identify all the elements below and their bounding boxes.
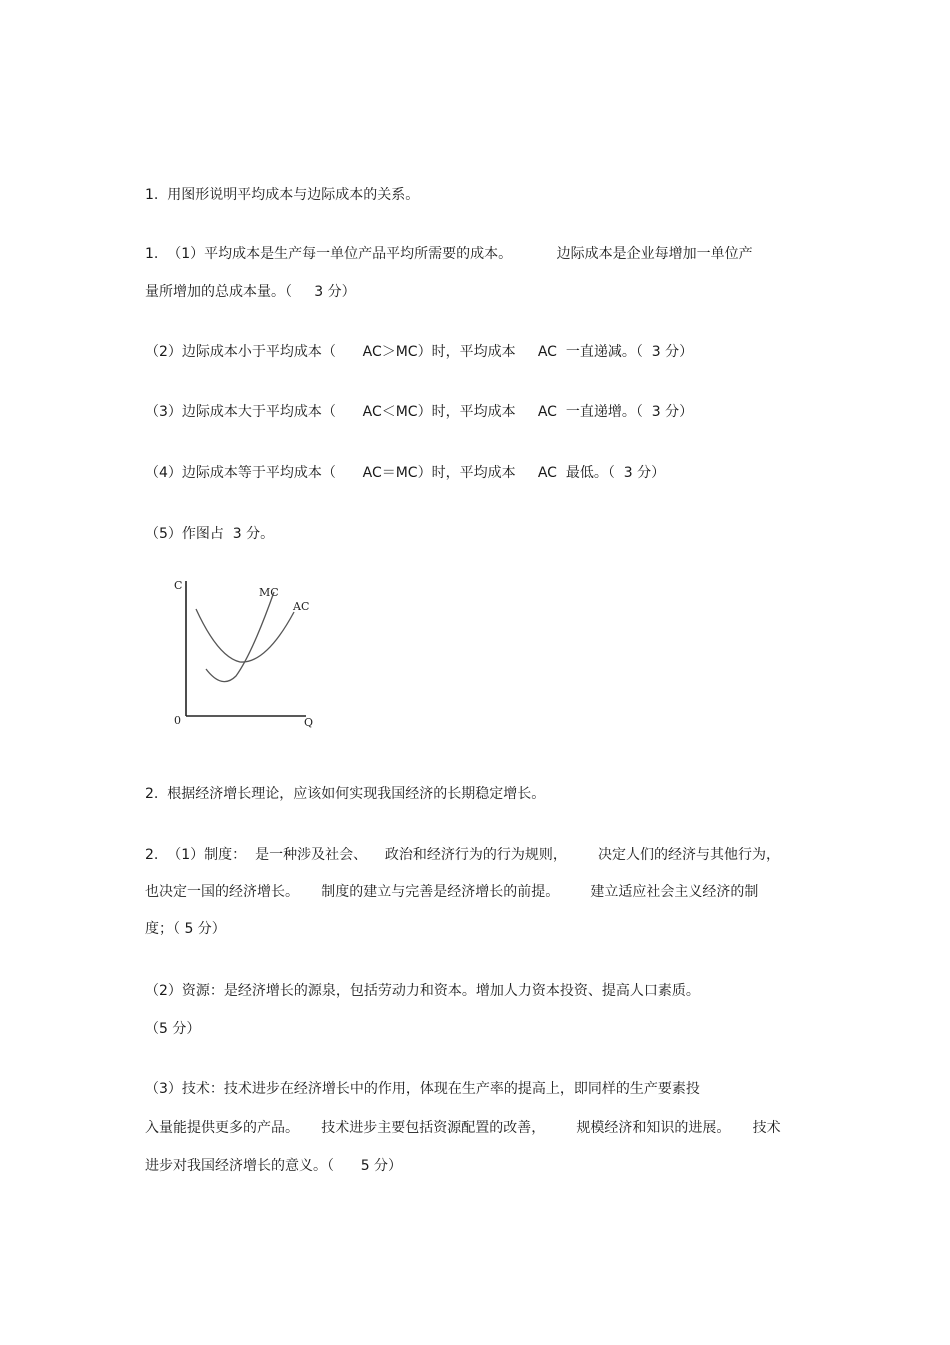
x-axis-label: Q — [304, 716, 314, 729]
answer-2-part-3-line-2: 入量能提供更多的产品。 技术进步主要包括资源配置的改善， 规模经济和知识的进展。 技术 — [145, 1120, 781, 1136]
mc-curve — [206, 592, 274, 682]
answer-1-part-5: （5）作图占 3 分。 — [145, 526, 275, 542]
answer-1-part-4: （4）边际成本等于平均成本（ AC＝MC）时，平均成本 AC 最低。（ 3 分） — [145, 465, 666, 481]
answer-2-part-1-line-2: 也决定一国的经济增长。 制度的建立与完善是经济增长的前提。 建立适应社会主义经济的制 — [145, 884, 759, 900]
answer-2-part-3-line-3: 进步对我国经济增长的意义。（ 5 分） — [145, 1158, 403, 1174]
answer-2-part-2-line-1: （2）资源：是经济增长的源泉，包括劳动力和资本。增加人力资本投资、提高人口素质。 — [145, 983, 700, 999]
question-2: 2. 根据经济增长理论，应该如何实现我国经济的长期稳定增长。 — [145, 786, 546, 802]
cost-curve-figure — [160, 572, 330, 737]
answer-1-part-2: （2）边际成本小于平均成本（ AC＞MC）时，平均成本 AC 一直递减。（ 3 分） — [145, 344, 694, 360]
cost-curve-svg — [160, 572, 330, 737]
origin-label: 0 — [174, 714, 181, 727]
answer-2-part-2-line-2: （5 分） — [145, 1021, 201, 1037]
ac-label: AC — [293, 600, 310, 613]
answer-2-part-3-line-1: （3）技术：技术进步在经济增长中的作用，体现在生产率的提高上，即同样的生产要素投 — [145, 1081, 700, 1097]
answer-2-part-1-line-3: 度；（ 5 分） — [145, 921, 226, 937]
answer-2-part-1-line-1: 2. （1）制度： 是一种涉及社会、 政治和经济行为的行为规则， 决定人们的经济与其他行为， — [145, 847, 781, 863]
mc-label: MC — [259, 586, 279, 599]
answer-1-part-1-line-2: 量所增加的总成本量。（ 3 分） — [145, 284, 356, 300]
question-1: 1. 用图形说明平均成本与边际成本的关系。 — [145, 187, 420, 203]
answer-1-part-3: （3）边际成本大于平均成本（ AC＜MC）时，平均成本 AC 一直递增。（ 3 分） — [145, 404, 694, 420]
ac-curve — [196, 609, 294, 662]
y-axis-label: C — [174, 579, 183, 592]
answer-1-part-1-line-1: 1. （1）平均成本是生产每一单位产品平均所需要的成本。 边际成本是企业每增加一单位产 — [145, 246, 753, 262]
